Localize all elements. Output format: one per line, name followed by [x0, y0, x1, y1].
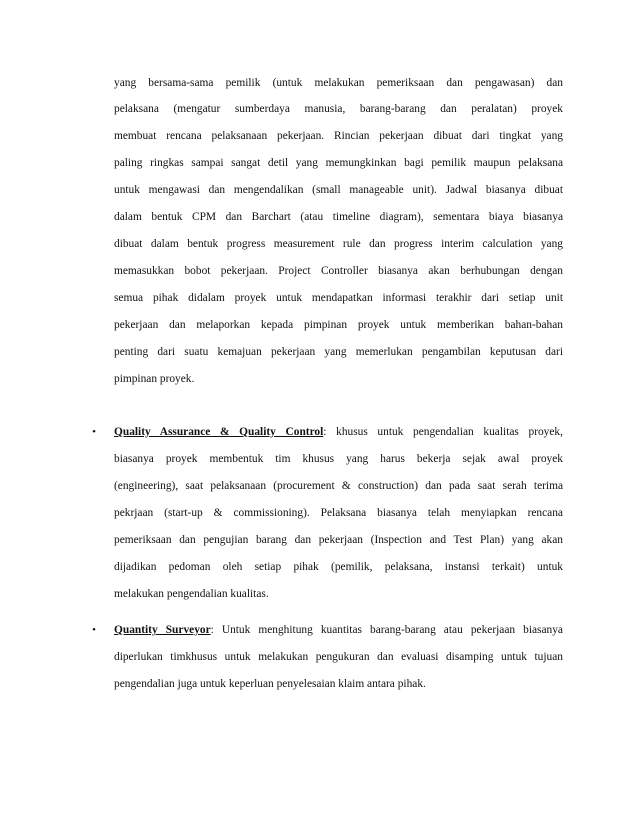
- paragraph-line: pekerjaan dan melaporkan kepada pimpinan proyek untuk memberikan bahan-bahan: [114, 319, 563, 331]
- paragraph-line: dibuat dalam bentuk progress measurement rule dan progress interim calculation yang: [114, 238, 563, 250]
- bullet-term: Quantity Surveyor: [114, 624, 211, 636]
- bullet-line: pekrjaan (start-up & commissioning). Pelaksana biasanya telah menyiapkan rencana: [114, 507, 563, 519]
- bullet-line: pengendalian juga untuk keperluan penyelesaian klaim antara pihak.: [114, 678, 426, 690]
- paragraph-line: paling ringkas sampai sangat detil yang memungkinkan bagi pemilik maupun pelaksana: [114, 157, 563, 169]
- bullet-symbol: •: [92, 624, 96, 636]
- bullet-first-text: : Untuk menghitung kuantitas barang-barang atau pekerjaan biasanya: [210, 624, 563, 636]
- paragraph-line: memasukkan bobot pekerjaan. Project Controller biasanya akan berhubungan dengan: [114, 265, 563, 277]
- paragraph-line: dalam bentuk CPM dan Barchart (atau timeline diagram), sementara biaya biasanya: [114, 211, 563, 223]
- bullet-term: Quality Assurance & Quality Control: [114, 426, 324, 438]
- bullet-first-line: [114, 623, 563, 637]
- paragraph-line: semua pihak didalam proyek untuk mendapatkan informasi terakhir dari setiap unit: [114, 292, 563, 304]
- bullet-line: pemeriksaan dan pengujian barang dan pekerjaan (Inspection and Test Plan) yang akan: [114, 534, 563, 546]
- bullet-symbol: •: [92, 426, 96, 438]
- bullet-line: dijadikan pedoman oleh setiap pihak (pemilik, pelaksana, instansi terkait) untuk: [114, 561, 563, 573]
- bullet-first-text: : khusus untuk pengendalian kualitas proyek,: [323, 426, 563, 438]
- paragraph-line: pimpinan proyek.: [114, 373, 195, 385]
- paragraph-line: yang bersama-sama pemilik (untuk melakukan pemeriksaan dan pengawasan) dan: [114, 77, 563, 89]
- bullet-line: diperlukan timkhusus untuk melakukan pengukuran dan evaluasi disamping untuk tujuan: [114, 651, 563, 663]
- paragraph-line: pelaksana (mengatur sumberdaya manusia, barang-barang dan peralatan) proyek: [114, 103, 563, 115]
- paragraph-line: membuat rencana pelaksanaan pekerjaan. Rincian pekerjaan dibuat dari tingkat yang: [114, 130, 563, 142]
- bullet-line: biasanya proyek membentuk tim khusus yang harus bekerja sejak awal proyek: [114, 453, 563, 465]
- bullet-line: melakukan pengendalian kualitas.: [114, 588, 269, 600]
- paragraph-line: untuk mengawasi dan mengendalikan (small manageable unit). Jadwal biasanya dibuat: [114, 184, 563, 196]
- bullet-first-line: [114, 425, 563, 439]
- bullet-line: (engineering), saat pelaksanaan (procurement & construction) dan pada saat serah terima: [114, 480, 563, 492]
- paragraph-line: penting dari suatu kemajuan pekerjaan yang memerlukan pengambilan keputusan dari: [114, 346, 563, 358]
